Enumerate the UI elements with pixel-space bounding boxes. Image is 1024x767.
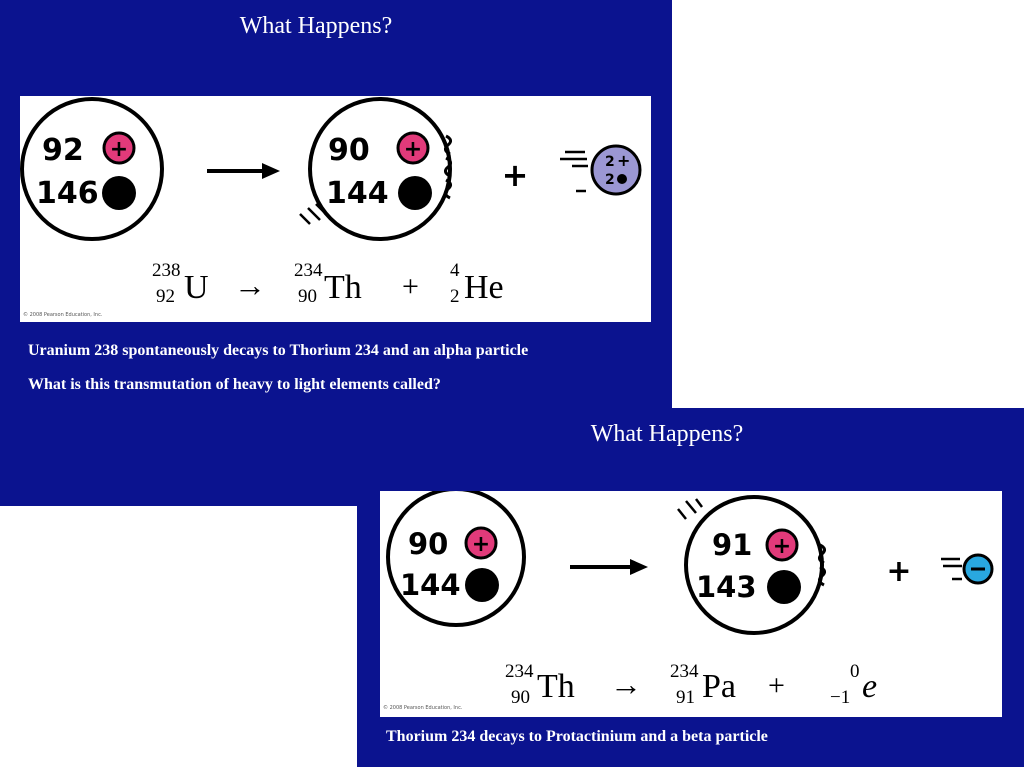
neutron-icon (465, 568, 499, 602)
slide-title: What Happens? (590, 421, 744, 447)
svg-text:→: → (234, 267, 266, 303)
svg-text:4: 4 (450, 260, 460, 281)
caption-line-1: Thorium 234 decays to Protactinium and a beta particle (386, 728, 768, 745)
svg-text:2: 2 (450, 286, 460, 307)
decay-equation (505, 661, 877, 708)
svg-text:2: 2 (605, 172, 615, 188)
uranium-nucleus (22, 99, 162, 239)
svg-text:0: 0 (850, 661, 860, 682)
neutron-icon (767, 570, 801, 604)
neutron-count: 143 (696, 570, 757, 604)
svg-text:90: 90 (298, 286, 317, 307)
alpha-particle-icon (560, 146, 640, 194)
plus-sign: + (886, 554, 912, 589)
neutron-count: 144 (400, 568, 461, 602)
svg-text:2: 2 (605, 154, 615, 170)
svg-text:+: + (109, 137, 129, 162)
neutron-icon (102, 176, 136, 210)
svg-text:91: 91 (676, 687, 695, 708)
svg-text:+: + (772, 534, 792, 559)
slide-title: What Happens? (239, 13, 393, 39)
beta-decay-svg (380, 491, 1002, 717)
copyright-notice: © 2008 Pearson Education, Inc. (383, 705, 463, 711)
svg-text:U: U (184, 269, 209, 306)
recoil-lines-icon (678, 499, 702, 519)
svg-text:+: + (617, 151, 631, 170)
svg-text:Th: Th (324, 269, 362, 306)
svg-text:234: 234 (505, 661, 534, 682)
thorium-nucleus (300, 99, 451, 239)
proton-count: 90 (328, 133, 370, 168)
svg-text:e: e (862, 668, 878, 705)
vibration-lines-icon (445, 136, 450, 198)
reaction-arrow-icon (570, 559, 648, 575)
svg-text:92: 92 (156, 286, 175, 307)
svg-text:+: + (403, 137, 423, 162)
caption-line-2: What is this transmutation of heavy to light elements called? (28, 376, 441, 393)
svg-text:234: 234 (670, 661, 699, 682)
neutron-count: 144 (326, 176, 389, 211)
protactinium-nucleus (678, 497, 825, 633)
svg-text:+: + (768, 669, 785, 702)
svg-text:Pa: Pa (702, 668, 736, 705)
decay-equation (152, 260, 504, 307)
neutron-icon (398, 176, 432, 210)
slide-beta-decay (357, 408, 1024, 767)
svg-text:+: + (402, 270, 419, 303)
alpha-decay-svg (20, 96, 651, 322)
beta-decay-diagram (380, 491, 1002, 717)
svg-text:He: He (464, 269, 504, 306)
svg-text:238: 238 (152, 260, 181, 281)
plus-sign: + (501, 156, 529, 194)
copyright-notice: © 2008 Pearson Education, Inc. (23, 312, 103, 318)
proton-count: 90 (408, 527, 449, 561)
svg-text:→: → (610, 666, 642, 702)
svg-text:90: 90 (511, 687, 530, 708)
recoil-lines-icon (300, 204, 324, 224)
svg-text:234: 234 (294, 260, 323, 281)
svg-text:−1: −1 (830, 687, 851, 708)
svg-text:Th: Th (537, 668, 575, 705)
proton-count: 92 (42, 133, 84, 168)
thorium-nucleus (388, 491, 524, 625)
beta-particle-icon (941, 555, 992, 583)
proton-count: 91 (712, 528, 753, 562)
neutron-count: 146 (36, 176, 99, 211)
caption-line-1: Uranium 238 spontaneously decays to Thorium 234 and an alpha particle (28, 342, 529, 359)
svg-text:+: + (471, 532, 491, 557)
alpha-decay-diagram (20, 96, 651, 322)
reaction-arrow-icon (207, 163, 280, 179)
